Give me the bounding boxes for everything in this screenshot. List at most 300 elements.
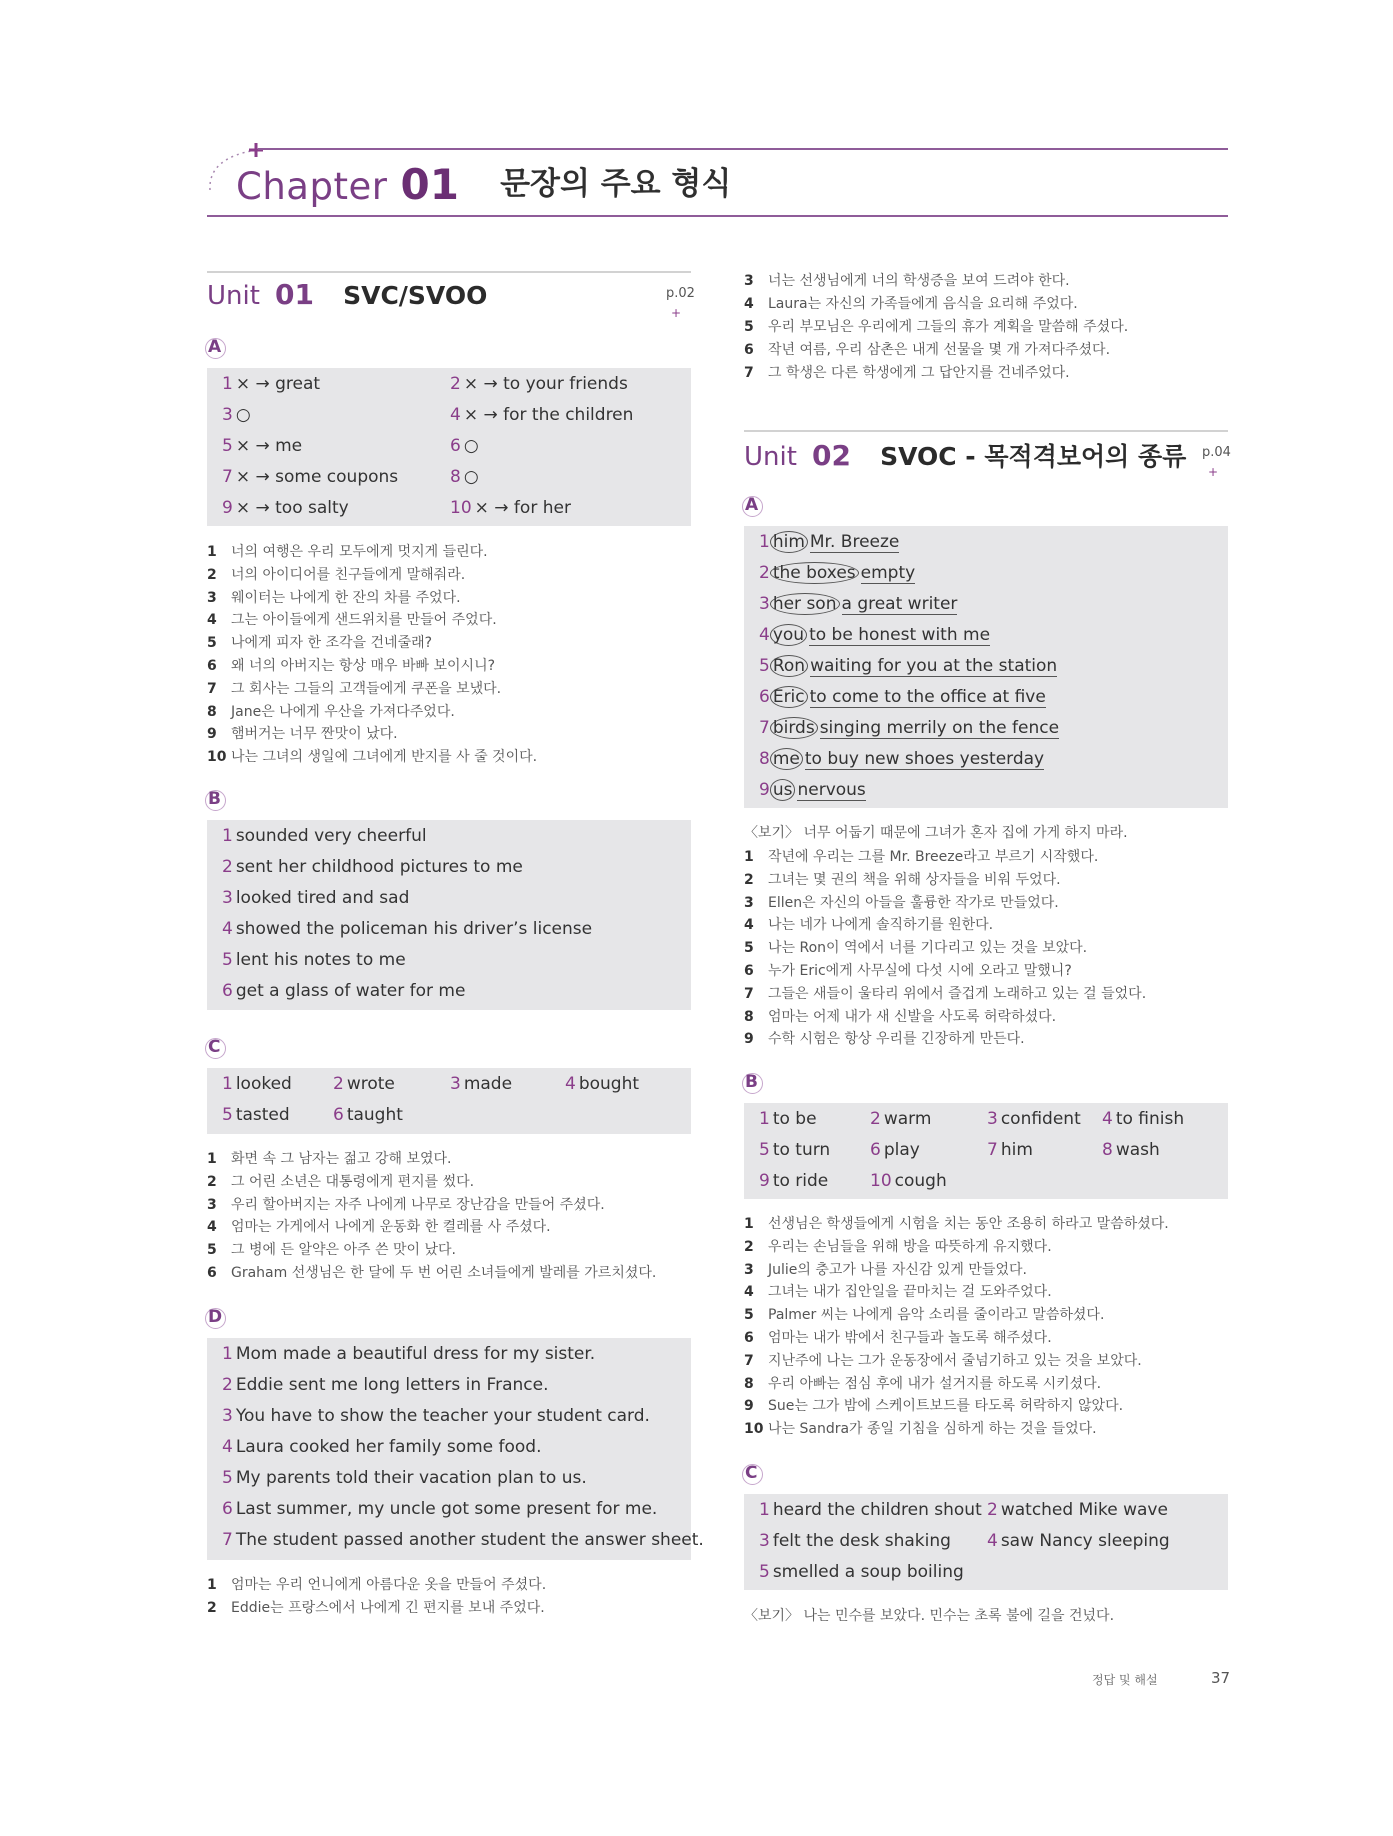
translation-text: 너는 선생님에게 너의 학생증을 보여 드려야 한다.	[768, 273, 1070, 289]
answer-number: 8	[1102, 1140, 1113, 1160]
answer-number: 6	[870, 1140, 881, 1160]
answer-item	[222, 1437, 542, 1457]
answer-text: sounded very cheerful	[235, 826, 427, 846]
answer-item	[450, 467, 479, 487]
answer-number: 1	[222, 826, 233, 846]
answer-number: 2	[870, 1109, 881, 1129]
answer-item	[1102, 1140, 1160, 1160]
translation-text: 수학 시험은 항상 우리를 긴장하게 만든다.	[768, 1031, 1025, 1048]
translation-line	[744, 1304, 1104, 1324]
answer-text: × → great	[235, 374, 321, 394]
translation-line	[744, 362, 1070, 382]
answer-text: wrote	[346, 1074, 395, 1094]
translation-text: 나는 Sandra가 종일 기침을 심하게 하는 것을 들었다.	[768, 1421, 1097, 1438]
unit1-section-b-badge	[205, 790, 226, 811]
translation-number: 6	[744, 342, 754, 358]
svoc-answer-item	[759, 624, 990, 646]
unit2-section-c-badge	[742, 1464, 763, 1485]
translation-line	[207, 541, 488, 561]
answer-item	[333, 1074, 395, 1094]
translation-text: 그 학생은 다른 학생에게 그 답안지를 건네주었다.	[768, 365, 1070, 381]
answer-item	[870, 1140, 920, 1160]
unit1-plus-icon: +	[671, 306, 682, 320]
unit1-section-a-badge	[205, 338, 226, 359]
chapter-number: 01	[400, 160, 459, 209]
translation-line	[207, 746, 537, 766]
translation-line	[744, 293, 1078, 313]
unit1-section-d-badge	[205, 1308, 226, 1329]
complement-underlined: Mr. Breeze	[809, 532, 900, 552]
translation-line	[207, 701, 455, 721]
translation-text: Julie의 충고가 나를 자신감 있게 만들었다.	[768, 1261, 1027, 1278]
translation-number: 6	[744, 1330, 754, 1346]
answer-text: ○	[463, 467, 479, 487]
answer-number: 4	[1102, 1109, 1113, 1129]
answer-text: heard the children shout	[772, 1500, 982, 1520]
answer-item	[222, 1375, 548, 1395]
object-circled: him	[770, 531, 808, 553]
translation-line	[744, 846, 1098, 866]
answer-number: 5	[759, 1140, 770, 1160]
answer-number: 3	[759, 594, 770, 614]
answer-number: 4	[565, 1074, 576, 1094]
answer-text: to finish	[1115, 1109, 1185, 1129]
translation-text: 그 어린 소년은 대통령에게 편지를 썼다.	[231, 1173, 475, 1190]
answer-text: confident	[1000, 1109, 1081, 1129]
translation-number: 8	[744, 1375, 754, 1392]
answer-number: 2	[333, 1074, 344, 1094]
answer-item	[333, 1105, 403, 1125]
chapter-top-rule	[258, 148, 1228, 150]
answer-number: 4	[222, 1437, 233, 1457]
answer-number: 2	[450, 374, 461, 394]
svoc-answer-item	[759, 562, 915, 584]
unit2-word: Unit	[744, 442, 797, 472]
translation-number: 3	[744, 273, 754, 289]
answer-number: 1	[759, 532, 770, 552]
answer-number: 6	[333, 1105, 344, 1125]
translation-number: 5	[207, 635, 217, 652]
complement-underlined: a great writer	[841, 594, 958, 614]
answer-number: 9	[759, 1171, 770, 1191]
translation-line	[744, 1373, 1101, 1393]
translation-line	[744, 1281, 1052, 1301]
answer-text: smelled a soup boiling	[772, 1562, 964, 1582]
translation-text: 너의 여행은 우리 모두에게 멋지게 들린다.	[231, 544, 488, 560]
translation-number: 1	[207, 1151, 217, 1167]
translation-line	[744, 316, 1128, 336]
translation-text: Palmer 씨는 나에게 음악 소리를 줄이라고 말씀하셨다.	[768, 1307, 1105, 1324]
answer-number: 3	[759, 1531, 770, 1551]
answer-text: Laura cooked her family some food.	[235, 1437, 542, 1457]
unit1-section-d-label: D	[208, 1307, 223, 1327]
answer-item	[759, 1500, 982, 1520]
translation-text: 웨이터는 나에게 한 잔의 차를 주었다.	[231, 589, 461, 606]
translation-line	[207, 1216, 551, 1236]
unit2-section-b-badge	[742, 1073, 763, 1094]
object-circled: us	[770, 779, 796, 801]
translation-number: 3	[207, 589, 217, 606]
translation-line	[744, 1028, 1025, 1048]
answer-item	[450, 498, 571, 518]
answer-text: him	[1000, 1140, 1033, 1160]
answer-text: ○	[235, 405, 251, 425]
translation-line	[744, 1006, 1056, 1026]
answer-text: × → some coupons	[235, 467, 399, 487]
answer-item	[759, 1109, 817, 1129]
answer-item	[759, 1531, 951, 1551]
answer-number: 7	[222, 1530, 233, 1550]
translation-text: 그 회사는 그들의 고객들에게 쿠폰을 보냈다.	[231, 680, 502, 697]
translation-number: 7	[744, 1352, 754, 1369]
answer-number: 8	[450, 467, 461, 487]
translation-line	[744, 869, 1061, 889]
answer-text: The student passed another student the answer sheet.	[235, 1530, 704, 1550]
translation-number: 1	[744, 1216, 754, 1232]
translation-line	[744, 960, 1072, 980]
unit2-c-example: 〈보기〉 나는 민수를 보았다. 민수는 초록 불에 길을 건넜다.	[744, 1608, 1115, 1624]
unit1-top-rule	[207, 271, 691, 273]
answer-item	[759, 1562, 964, 1582]
answer-number: 6	[759, 687, 770, 707]
translation-text: Laura는 자신의 가족들에게 음식을 요리해 주었다.	[768, 296, 1078, 312]
answer-text: You have to show the teacher your student card.	[235, 1406, 650, 1426]
chapter-word: Chapter	[236, 165, 388, 208]
answer-item	[222, 1530, 704, 1550]
answer-item	[759, 1140, 830, 1160]
complement-underlined: singing merrily on the fence	[819, 718, 1060, 738]
answer-number: 2	[222, 857, 233, 877]
unit1-title: SVC/SVOO	[343, 281, 488, 310]
translation-number: 9	[744, 1031, 754, 1048]
answer-number: 5	[759, 1562, 770, 1582]
answer-item	[222, 374, 320, 394]
translation-text: 그 병에 든 알약은 아주 쓴 맛이 났다.	[231, 1242, 456, 1259]
translation-line	[744, 983, 1146, 1003]
translation-number: 4	[744, 917, 754, 934]
translation-line	[207, 1239, 456, 1259]
translation-text: 작년에 우리는 그를 Mr. Breeze라고 부르기 시작했다.	[768, 849, 1099, 865]
answer-text: looked tired and sad	[235, 888, 410, 908]
translation-text: Ellen은 자신의 아들을 훌륭한 작가로 만들었다.	[768, 894, 1059, 911]
answer-item	[870, 1171, 947, 1191]
translation-text: 우리는 손님들을 위해 방을 따뜻하게 유지했다.	[768, 1238, 1052, 1255]
answer-item	[222, 888, 409, 908]
answer-number: 8	[759, 749, 770, 769]
answer-number: 9	[222, 498, 233, 518]
translation-line	[207, 632, 432, 652]
complement-underlined: empty	[860, 563, 916, 583]
answer-item	[222, 981, 465, 1001]
object-circled: me	[770, 748, 803, 770]
answer-item	[222, 1406, 650, 1426]
translation-number: 7	[744, 365, 754, 381]
footer-label: 정답 및 해설	[1092, 1673, 1158, 1687]
translation-number: 1	[207, 544, 217, 560]
answer-number: 1	[222, 1074, 233, 1094]
translation-line	[744, 1350, 1142, 1370]
answer-item	[987, 1531, 1170, 1551]
answer-text: lent his notes to me	[235, 950, 406, 970]
translation-number: 3	[744, 894, 754, 911]
answer-number: 10	[450, 498, 472, 518]
translation-number: 1	[744, 849, 754, 865]
translation-text: Graham 선생님은 한 달에 두 번 어린 소녀들에게 발레를 가르치셨다.	[231, 1265, 657, 1281]
answer-text: My parents told their vacation plan to us.	[235, 1468, 587, 1488]
translation-number: 2	[207, 566, 217, 583]
translation-text: 엄마는 어제 내가 새 신발을 사도록 허락하셨다.	[768, 1008, 1057, 1025]
translation-line	[207, 1171, 474, 1191]
translation-line	[744, 1259, 1027, 1279]
answer-item	[870, 1109, 931, 1129]
answer-text: to turn	[772, 1140, 831, 1160]
answer-number: 2	[222, 1375, 233, 1395]
translation-text: 그는 아이들에게 샌드위치를 만들어 주었다.	[231, 612, 497, 629]
answer-text: looked	[235, 1074, 292, 1094]
answer-number: 3	[450, 1074, 461, 1094]
unit1-page-ref: p.02	[666, 286, 695, 301]
answer-text: bought	[578, 1074, 640, 1094]
translation-line	[744, 937, 1087, 957]
unit2-top-rule	[744, 430, 1228, 432]
answer-item	[222, 467, 398, 487]
translation-text: 엄마는 우리 언니에게 아름다운 옷을 만들어 주셨다.	[231, 1577, 547, 1593]
unit1-section-c-badge	[205, 1038, 226, 1059]
object-circled: you	[770, 624, 807, 646]
answer-item	[450, 1074, 512, 1094]
answer-number: 10	[870, 1171, 892, 1191]
translation-line	[207, 1574, 546, 1594]
answer-number: 4	[450, 405, 461, 425]
answer-text: Eddie sent me long letters in France.	[235, 1375, 549, 1395]
object-circled: Eric	[770, 686, 808, 708]
answer-item	[450, 374, 628, 394]
answer-text: ○	[463, 436, 479, 456]
answer-item	[222, 1499, 657, 1519]
answer-item	[222, 1468, 587, 1488]
answer-item	[759, 1171, 828, 1191]
translation-number: 4	[744, 296, 754, 312]
translation-number: 4	[207, 612, 217, 629]
answer-text: get a glass of water for me	[235, 981, 466, 1001]
answer-text: play	[883, 1140, 920, 1160]
complement-underlined: to be honest with me	[809, 625, 991, 645]
translation-text: 엄마는 가게에서 나에게 운동화 한 켤레를 사 주셨다.	[231, 1219, 551, 1236]
translation-number: 2	[744, 1238, 754, 1255]
translation-text: 우리 부모님은 우리에게 그들의 휴가 계획을 말씀해 주셨다.	[768, 319, 1129, 335]
translation-line	[207, 1597, 545, 1617]
translation-number: 6	[207, 1265, 217, 1281]
translation-number: 8	[744, 1008, 754, 1025]
complement-underlined: to buy new shoes yesterday	[804, 749, 1045, 769]
answer-number: 1	[759, 1109, 770, 1129]
translation-line	[744, 1213, 1169, 1233]
translation-text: 화면 속 그 남자는 젊고 강해 보였다.	[231, 1151, 452, 1167]
translation-text: 왜 너의 아버지는 항상 매우 바빠 보이시니?	[231, 658, 496, 674]
answer-text: tasted	[235, 1105, 290, 1125]
answer-number: 2	[759, 563, 770, 583]
translation-number: 9	[207, 726, 217, 743]
svoc-answer-item	[759, 779, 866, 801]
unit2-title: SVOC - 목적격보어의 종류	[880, 442, 1187, 471]
answer-item	[1102, 1109, 1184, 1129]
page-number: 37	[1211, 1669, 1231, 1687]
translation-number: 5	[744, 1307, 754, 1324]
svoc-answer-item	[759, 593, 957, 615]
answer-item	[222, 498, 349, 518]
answer-item	[450, 436, 479, 456]
answer-item	[222, 1344, 595, 1364]
translation-number: 5	[207, 1242, 217, 1259]
translation-text: Jane은 나에게 우산을 가져다주었다.	[231, 703, 455, 720]
answer-item	[222, 436, 302, 456]
translation-text: 나는 네가 나에게 솔직하기를 원한다.	[768, 917, 994, 934]
answer-text: × → me	[235, 436, 303, 456]
answer-number: 6	[222, 981, 233, 1001]
unit1-heading	[207, 278, 487, 311]
object-circled: Ron	[770, 655, 808, 677]
answer-text: watched Mike wave	[1000, 1500, 1168, 1520]
translation-line	[744, 914, 993, 934]
object-circled: her son	[770, 593, 840, 615]
answer-number: 5	[759, 656, 770, 676]
svoc-answer-item	[759, 655, 1057, 677]
svoc-answer-item	[759, 531, 899, 553]
translation-line	[207, 587, 461, 607]
translation-text: 지난주에 나는 그가 운동장에서 줄넘기하고 있는 것을 보았다.	[768, 1352, 1142, 1369]
unit2-a-example: 〈보기〉 너무 어둡기 때문에 그녀가 혼자 집에 가게 하지 마라.	[744, 825, 1128, 841]
answer-item	[222, 950, 406, 970]
answer-text: to ride	[772, 1171, 829, 1191]
translation-text: 그들은 새들이 울타리 위에서 즐겁게 노래하고 있는 걸 들었다.	[768, 985, 1147, 1002]
translation-number: 6	[744, 963, 754, 979]
translation-text: 선생님은 학생들에게 시험을 치는 동안 조용히 하라고 말씀하셨다.	[768, 1216, 1169, 1232]
unit1-number: 01	[275, 278, 314, 311]
answer-number: 9	[759, 780, 770, 800]
translation-number: 6	[207, 658, 217, 674]
answer-number: 5	[222, 436, 233, 456]
translation-number: 4	[207, 1219, 217, 1236]
answer-text: taught	[346, 1105, 403, 1125]
translation-number: 10	[744, 1421, 764, 1438]
unit2-number: 02	[812, 439, 851, 472]
answer-item	[222, 1105, 290, 1125]
translation-text: 너의 아이디어를 친구들에게 말해줘라.	[231, 566, 466, 583]
answer-number: 3	[222, 1406, 233, 1426]
answer-number: 6	[222, 1499, 233, 1519]
unit2-plus-icon: +	[1208, 465, 1219, 479]
translation-line	[207, 655, 495, 675]
answer-number: 1	[759, 1500, 770, 1520]
answer-number: 1	[222, 374, 233, 394]
answer-item	[450, 405, 633, 425]
answer-item	[222, 826, 427, 846]
answer-text: × → for her	[474, 498, 571, 518]
translation-line	[744, 1236, 1052, 1256]
answer-number: 3	[987, 1109, 998, 1129]
answer-item	[565, 1074, 639, 1094]
translation-line	[744, 1418, 1097, 1438]
translation-number: 3	[744, 1261, 754, 1278]
answer-number: 3	[222, 405, 233, 425]
unit1-section-a-label: A	[208, 337, 222, 357]
answer-item	[987, 1500, 1168, 1520]
answer-number: 4	[987, 1531, 998, 1551]
translation-text: 우리 할아버지는 자주 나에게 나무로 장난감을 만들어 주셨다.	[231, 1196, 605, 1213]
translation-line	[744, 1395, 1123, 1415]
unit1-word: Unit	[207, 281, 260, 311]
answer-number: 7	[222, 467, 233, 487]
answer-number: 7	[987, 1140, 998, 1160]
translation-number: 2	[744, 871, 754, 888]
translation-line	[744, 270, 1070, 290]
unit2-section-a-label: A	[745, 495, 759, 515]
translation-text: Sue는 그가 밤에 스케이트보드를 타도록 허락하지 않았다.	[768, 1398, 1124, 1415]
answer-text: Mom made a beautiful dress for my sister.	[235, 1344, 596, 1364]
answer-number: 4	[759, 625, 770, 645]
answer-item	[987, 1109, 1081, 1129]
translation-line	[207, 723, 398, 743]
translation-text: 누가 Eric에게 사무실에 다섯 시에 오라고 말했니?	[768, 963, 1072, 979]
translation-number: 8	[207, 703, 217, 720]
translation-text: 나는 그녀의 생일에 그녀에게 반지를 사 줄 것이다.	[231, 749, 538, 766]
unit1-section-b-label: B	[208, 789, 221, 809]
svoc-answer-item	[759, 686, 1046, 708]
translation-text: 나에게 피자 한 조각을 건네줄래?	[231, 635, 433, 652]
complement-underlined: waiting for you at the station	[810, 656, 1058, 676]
answer-item	[222, 919, 592, 939]
translation-number: 5	[744, 319, 754, 335]
unit2-page-ref: p.04	[1202, 445, 1231, 460]
translation-line	[207, 1194, 605, 1214]
answer-text: showed the policeman his driver’s license	[235, 919, 593, 939]
answer-text: to be	[772, 1109, 817, 1129]
translation-line	[207, 564, 465, 584]
object-circled: the boxes	[770, 562, 859, 584]
answer-number: 2	[987, 1500, 998, 1520]
answer-item	[222, 1074, 292, 1094]
unit2-heading	[744, 437, 1186, 473]
svoc-answer-item	[759, 748, 1044, 770]
translation-number: 2	[207, 1600, 217, 1616]
complement-underlined: nervous	[797, 780, 866, 800]
answer-text: × → to your friends	[463, 374, 628, 394]
answer-text: × → for the children	[463, 405, 634, 425]
translation-line	[744, 1327, 1052, 1347]
object-circled: birds	[770, 717, 818, 739]
answer-number: 3	[222, 888, 233, 908]
translation-number: 7	[207, 680, 217, 697]
translation-text: 나는 Ron이 역에서 너를 기다리고 있는 것을 보았다.	[768, 940, 1088, 957]
answer-number: 1	[222, 1344, 233, 1364]
answer-item	[222, 857, 523, 877]
answer-item	[222, 405, 251, 425]
answer-number: 5	[222, 950, 233, 970]
translation-text: 그녀는 내가 집안일을 끝마치는 걸 도와주었다.	[768, 1284, 1052, 1301]
answer-number: 7	[759, 718, 770, 738]
chapter-title: 문장의 주요 형식	[500, 166, 732, 202]
translation-number: 2	[207, 1173, 217, 1190]
chapter-bottom-rule	[207, 215, 1228, 217]
translation-text: 작년 여름, 우리 삼촌은 내게 선물을 몇 개 가져다주셨다.	[768, 342, 1111, 358]
answer-text: × → too salty	[235, 498, 349, 518]
answer-text: wash	[1115, 1140, 1160, 1160]
answer-number: 5	[222, 1105, 233, 1125]
answer-item	[987, 1140, 1033, 1160]
answer-number: 5	[222, 1468, 233, 1488]
answer-number: 4	[222, 919, 233, 939]
translation-number: 7	[744, 985, 754, 1002]
